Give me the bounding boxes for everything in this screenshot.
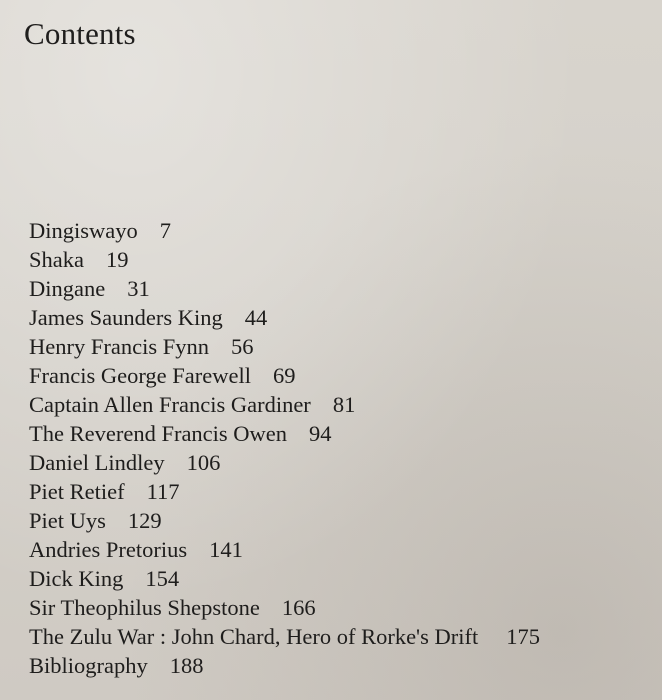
toc-entry-page: 129 — [127, 508, 162, 533]
toc-entry — [29, 332, 654, 361]
toc-entry-page: 31 — [127, 276, 150, 301]
toc-entry-page: 69 — [273, 363, 296, 388]
toc-entry — [29, 303, 654, 332]
toc-entry — [29, 419, 654, 448]
toc-entry-title: Henry Francis Fynn — [29, 334, 209, 359]
toc-entry-title: Francis George Farewell — [29, 363, 252, 388]
page-title: Contents — [24, 16, 136, 51]
toc-entry-page: 81 — [332, 392, 356, 417]
toc-entry-title: Piet Uys — [29, 508, 106, 533]
toc-entry-title: Dingiswayo — [29, 218, 138, 243]
toc-entry — [29, 390, 654, 419]
toc-entry-title: Dingane — [29, 276, 106, 301]
toc-entry-page: 7 — [159, 218, 171, 243]
toc-entry-title: The Zulu War : John Chard, Hero of Rorke's Drift — [29, 624, 479, 649]
toc-entry — [29, 477, 654, 506]
toc-entry — [29, 448, 654, 477]
toc-entry — [29, 245, 654, 274]
toc-entry — [29, 622, 654, 651]
toc-entry-title: Daniel Lindley — [29, 450, 165, 475]
toc-entry-title: Shaka — [29, 247, 84, 272]
toc-entry-page: 188 — [169, 653, 204, 678]
toc-entry-page: 56 — [230, 334, 254, 359]
toc-entry-title: James Saunders King — [29, 305, 223, 330]
toc-entry-page: 94 — [309, 421, 332, 446]
toc-entry — [29, 506, 654, 535]
toc-entry-title: Captain Allen Francis Gardiner — [29, 392, 311, 417]
toc-entry — [29, 564, 654, 593]
toc-entry-page: 44 — [244, 305, 268, 330]
table-of-contents — [29, 216, 654, 680]
toc-entry — [29, 593, 654, 622]
toc-entry-page: 166 — [281, 595, 316, 620]
toc-entry-page: 141 — [209, 537, 243, 562]
toc-entry-page: 175 — [506, 624, 540, 649]
toc-entry — [29, 535, 654, 564]
toc-entry-title: Andries Pretorius — [29, 537, 188, 562]
toc-entry-page: 154 — [145, 566, 180, 591]
toc-entry-title: Bibliography — [29, 653, 148, 678]
toc-entry — [29, 274, 654, 303]
toc-entry — [29, 216, 654, 245]
toc-entry-page: 19 — [106, 247, 129, 272]
toc-entry-title: Dick King — [29, 566, 124, 591]
toc-entry-title: Sir Theophilus Shepstone — [29, 595, 260, 620]
toc-entry-page: 117 — [146, 479, 180, 504]
toc-entry — [29, 361, 654, 390]
toc-entry-title: Piet Retief — [29, 479, 125, 504]
toc-entry-title: The Reverend Francis Owen — [29, 421, 288, 446]
toc-entry — [29, 651, 654, 680]
toc-entry-page: 106 — [186, 450, 221, 475]
